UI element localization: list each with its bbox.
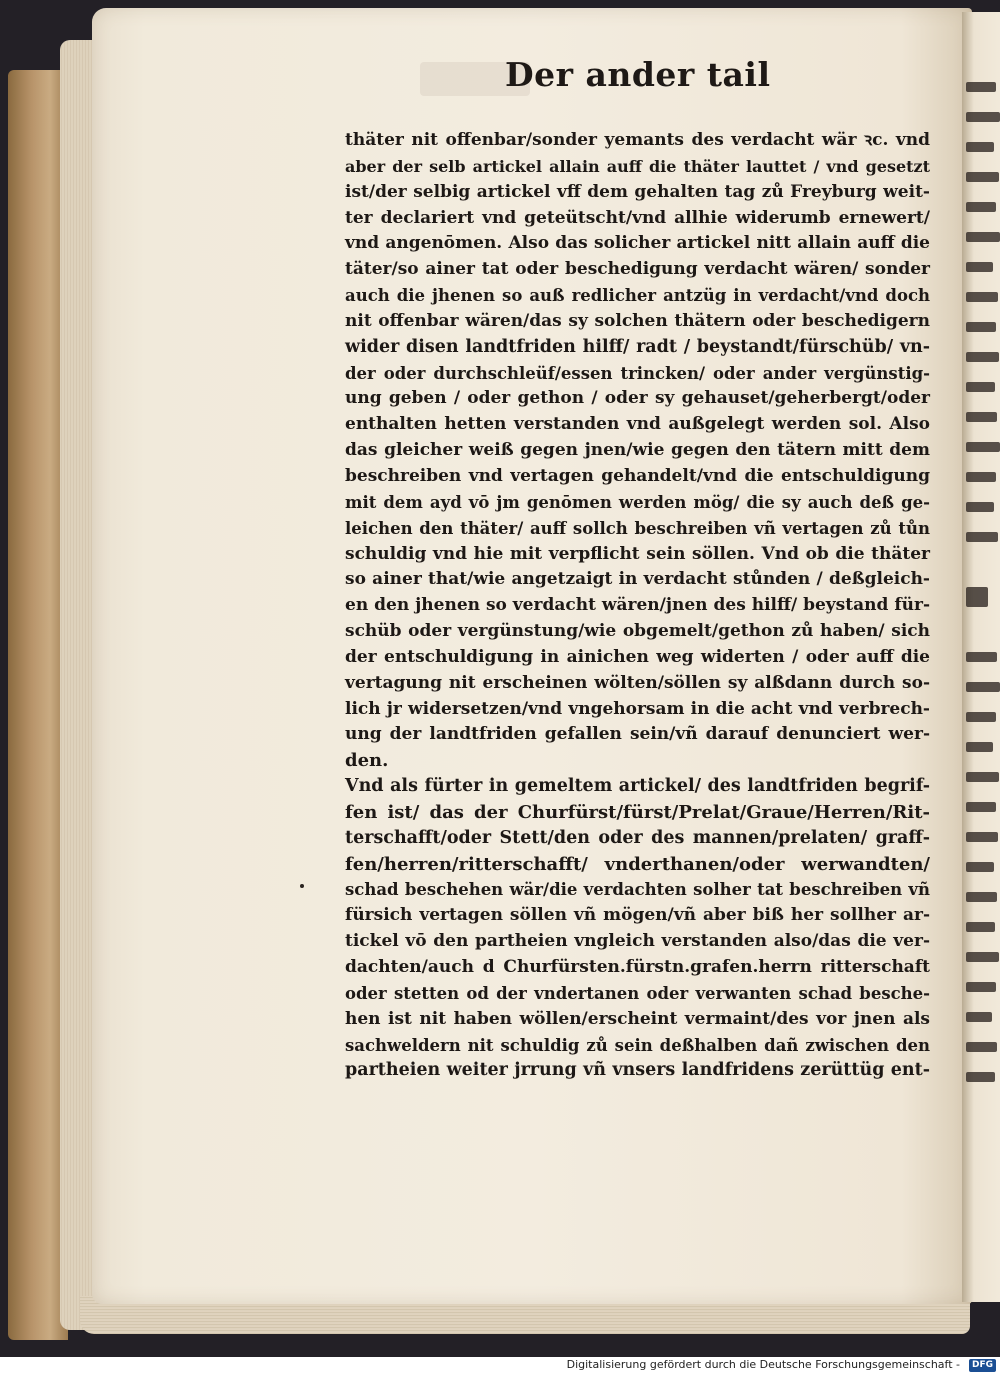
text-line: vertagung nit erscheinen wölten/söllen sy alßdann durch so- (345, 672, 930, 693)
text-line: ist/der selbig artickel vff dem gehalten tag zů Freyburg weit- (345, 181, 930, 202)
text-line: schad beschehen wär/die verdachten solher tat beschreiben vñ (345, 880, 930, 900)
text-line: en den jhenen so verdacht wären/jnen des hilff/ beystand für- (345, 595, 930, 616)
text-line: den. (345, 750, 389, 772)
text-line: vnd angenōmen. Also das solicher artickel nitt allain auff die (345, 233, 930, 254)
dfg-logo: DFG (969, 1359, 996, 1372)
ink-speck (300, 884, 304, 888)
text-line: wider disen landtfriden hilff/ radt / beystandt/fürschüb/ vn- (345, 336, 930, 357)
text-line: das gleicher weiß gegen jnen/wie gegen den tätern mitt dem (345, 440, 930, 461)
running-title: Der ander tail (505, 55, 771, 94)
text-line: der oder durchschleüf/essen trincken/ oder ander vergünstig- (345, 363, 930, 383)
body-text-block (345, 128, 930, 1084)
text-line: ter declariert vnd geteütscht/vnd allhie widerumb ernewert/ (345, 207, 930, 228)
text-line: leichen den thäter/ auff sollch beschreiben vñ vertagen zů tůn (345, 518, 930, 538)
text-line: terschafft/oder Stett/den oder des mannen/prelaten/ graff- (345, 827, 930, 848)
book-cover-edge (8, 70, 68, 1340)
text-line: tickel vō den partheien vngleich verstanden also/das die ver- (345, 931, 930, 952)
text-line: nit offenbar wären/das sy solchen thätern oder beschedigern (345, 310, 930, 331)
footer-bar (0, 1357, 1000, 1375)
text-line: thäter nit offenbar/sonder yemants des verdacht wär ꝛc. vnd (345, 130, 930, 150)
text-line: so ainer that/wie angetzaigt in verdacht stůnden / deßgleich- (345, 569, 930, 590)
text-line: täter/so ainer tat oder beschedigung verdacht wären/ sonder (345, 259, 930, 280)
text-line: mit dem ayd vō jm genōmen werden mög/ die sy auch deß ge- (345, 492, 930, 512)
text-line: lich jr widersetzen/vnd vngehorsam in die acht vnd verbrech- (345, 698, 930, 719)
text-line: dachten/auch d Churfürsten.fürstn.grafen.herrn ritterschaft (345, 957, 930, 977)
text-line: aber der selb artickel allain auff die thäter lauttet / vnd gesetzt (345, 156, 930, 176)
text-line: ung geben / oder gethon / oder sy gehauset/geherbergt/oder (345, 388, 930, 409)
text-line: hen ist nit haben wöllen/erscheint vermaint/des vor jnen als (345, 1008, 930, 1029)
text-line: schuldig vnd hie mit verpflicht sein söllen. Vnd ob die thäter (345, 543, 930, 564)
text-line: oder stetten od der vndertanen oder verwanten schad besche- (345, 983, 930, 1003)
text-line: fen ist/ das der Churfürst/fürst/Prelat/Graue/Herren/Rit- (345, 801, 930, 823)
text-line: fen/herren/ritterschafft/ vnderthanen/oder werwandten/ (345, 853, 930, 875)
text-line: auch die jhenen so auß redlicher antzüg in verdacht/vnd doch (345, 286, 930, 306)
text-line: ung der landtfriden gefallen sein/vñ darauf denunciert wer- (345, 724, 930, 745)
text-line: enthalten hetten verstanden vnd außgelegt werden sol. Also (345, 414, 930, 435)
facing-page-edge (962, 12, 1000, 1302)
text-line: der entschuldigung in ainichen weg widerten / oder auff die (345, 646, 930, 667)
text-line: partheien weiter jrrung vñ vnsers landfridens zerüttüg ent- (345, 1060, 930, 1081)
footer-credit: Digitalisierung gefördert durch die Deutsche Forschungsgemeinschaft - (566, 1358, 960, 1371)
text-line: sachweldern nit schuldig zů sein deßhalben dañ zwischen den (345, 1035, 930, 1055)
text-line: fürsich vertagen söllen vñ mögen/vñ aber biß her sollher ar- (345, 905, 930, 926)
text-line: schüb oder vergünstung/wie obgemelt/gethon zů haben/ sich (345, 621, 930, 642)
text-line: beschreiben vnd vertagen gehandelt/vnd die entschuldigung (345, 465, 930, 486)
text-line: Vnd als fürter in gemeltem artickel/ des landtfriden begrif- (345, 776, 930, 797)
